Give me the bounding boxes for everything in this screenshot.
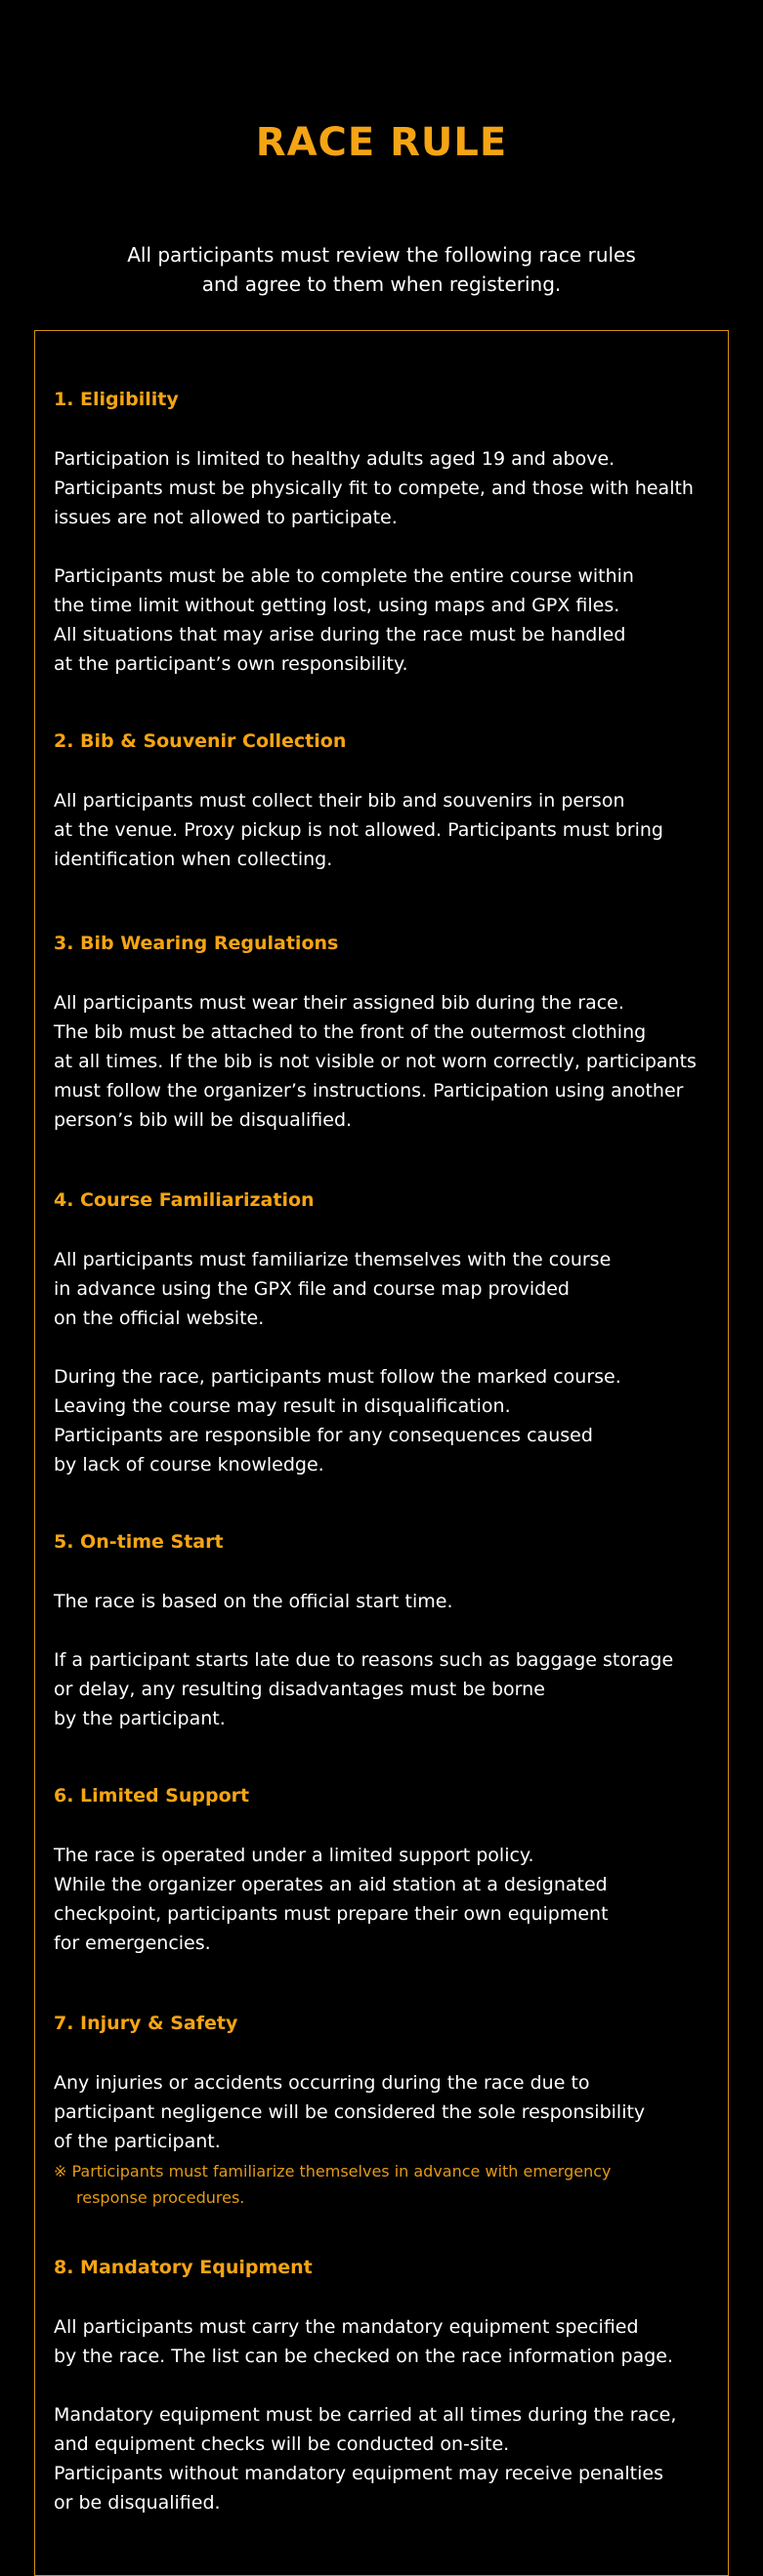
intro-line: All participants must review the following race rules — [127, 243, 636, 267]
safety-note — [54, 2158, 728, 2211]
section-heading: 8. Mandatory Equipment — [54, 2257, 313, 2278]
text-line: or delay, any resulting disadvantages must be borne — [54, 1679, 545, 1700]
text-line: All participants must familiarize themselves with the course — [54, 1249, 612, 1270]
note-line: ※ Participants must familiarize themselves in advance with emergency — [54, 2162, 612, 2181]
section-heading: 4. Course Familiarization — [54, 1189, 315, 1211]
text-line: While the organizer operates an aid station at a designated — [54, 1874, 608, 1895]
section-heading: 3. Bib Wearing Regulations — [54, 933, 339, 954]
text-line: Leaving the course may result in disqualification. — [54, 1395, 511, 1417]
intro-line: and agree to them when registering. — [201, 272, 562, 296]
text-line: checkpoint, participants must prepare their own equipment — [54, 1903, 609, 1925]
paragraph — [54, 1841, 728, 1958]
text-line: by the race. The list can be checked on the race information page. — [54, 2346, 674, 2367]
text-line: Any injuries or accidents occurring during the race due to — [54, 2072, 590, 2094]
section-heading: 1. Eligibility — [54, 389, 179, 410]
section-limited-support — [54, 1782, 728, 1958]
text-line: identification when collecting. — [54, 849, 333, 870]
text-line: the time limit without getting lost, using maps and GPX files. — [54, 595, 620, 616]
text-line: at the participant’s own responsibility. — [54, 653, 408, 675]
text-line: or be disqualified. — [54, 2492, 221, 2514]
text-line: Participation is limited to healthy adults aged 19 and above. — [54, 448, 615, 470]
text-line: issues are not allowed to participate. — [54, 507, 398, 528]
paragraph — [54, 561, 728, 679]
text-line: on the official website. — [54, 1308, 265, 1329]
text-line: person’s bib will be disqualified. — [54, 1109, 353, 1131]
paragraph — [54, 1645, 728, 1733]
text-line: All situations that may arise during the race must be handled — [54, 624, 626, 645]
text-line: The race is based on the official start time. — [54, 1591, 453, 1612]
section-heading: 5. On-time Start — [54, 1531, 224, 1553]
section-mandatory-equipment — [54, 2254, 728, 2517]
text-line: Participants must be physically fit to compete, and those with health — [54, 478, 694, 499]
paragraph — [54, 1362, 728, 1479]
note-line: response procedures. — [76, 2188, 245, 2207]
section-course-familiarization — [54, 1186, 728, 1479]
text-line: by lack of course knowledge. — [54, 1454, 324, 1475]
text-line: at all times. If the bib is not visible or not worn correctly, participants — [54, 1051, 697, 1072]
paragraph — [54, 2400, 728, 2517]
section-heading: 6. Limited Support — [54, 1785, 250, 1807]
paragraph — [54, 988, 728, 1135]
text-line: of the participant. — [54, 2131, 221, 2152]
section-on-time-start — [54, 1528, 728, 1733]
intro-text — [0, 240, 763, 299]
section-eligibility — [54, 386, 728, 679]
paragraph — [54, 786, 728, 874]
text-line: During the race, participants must follow the marked course. — [54, 1366, 621, 1388]
page-title: RACE RULE — [255, 120, 508, 165]
section-bib-wearing-regulations — [54, 930, 728, 1135]
text-line: The bib must be attached to the front of the outermost clothing — [54, 1021, 647, 1043]
section-bib-souvenir-collection — [54, 727, 728, 874]
text-line: in advance using the GPX file and course map provided — [54, 1278, 570, 1300]
text-line: at the venue. Proxy pickup is not allowed. Participants must bring — [54, 819, 663, 841]
text-line: All participants must collect their bib and souvenirs in person — [54, 790, 625, 811]
section-heading: 7. Injury & Safety — [54, 2013, 238, 2034]
text-line: and equipment checks will be conducted on-site. — [54, 2433, 510, 2455]
text-line: All participants must wear their assigned bib during the race. — [54, 992, 624, 1014]
paragraph — [54, 1245, 728, 1333]
text-line: All participants must carry the mandatory equipment specified — [54, 2316, 639, 2338]
text-line: for emergencies. — [54, 1932, 211, 1954]
text-line: Participants are responsible for any consequences caused — [54, 1425, 593, 1446]
text-line: Participants must be able to complete the entire course within — [54, 565, 634, 587]
text-line: by the participant. — [54, 1708, 226, 1729]
paragraph — [54, 444, 728, 532]
text-line: If a participant starts late due to reasons such as baggage storage — [54, 1649, 674, 1671]
text-line: The race is operated under a limited support policy. — [54, 1845, 534, 1866]
text-line: must follow the organizer’s instructions. Participation using another — [54, 1080, 684, 1101]
text-line: Participants without mandatory equipment may receive penalties — [54, 2463, 663, 2484]
section-heading: 2. Bib & Souvenir Collection — [54, 730, 347, 752]
paragraph — [54, 2312, 728, 2371]
paragraph — [54, 2068, 728, 2156]
text-line: Mandatory equipment must be carried at all times during the race, — [54, 2404, 677, 2426]
text-line: participant negligence will be considered the sole responsibility — [54, 2101, 646, 2123]
section-injury-safety — [54, 2010, 728, 2211]
paragraph — [54, 1587, 728, 1616]
